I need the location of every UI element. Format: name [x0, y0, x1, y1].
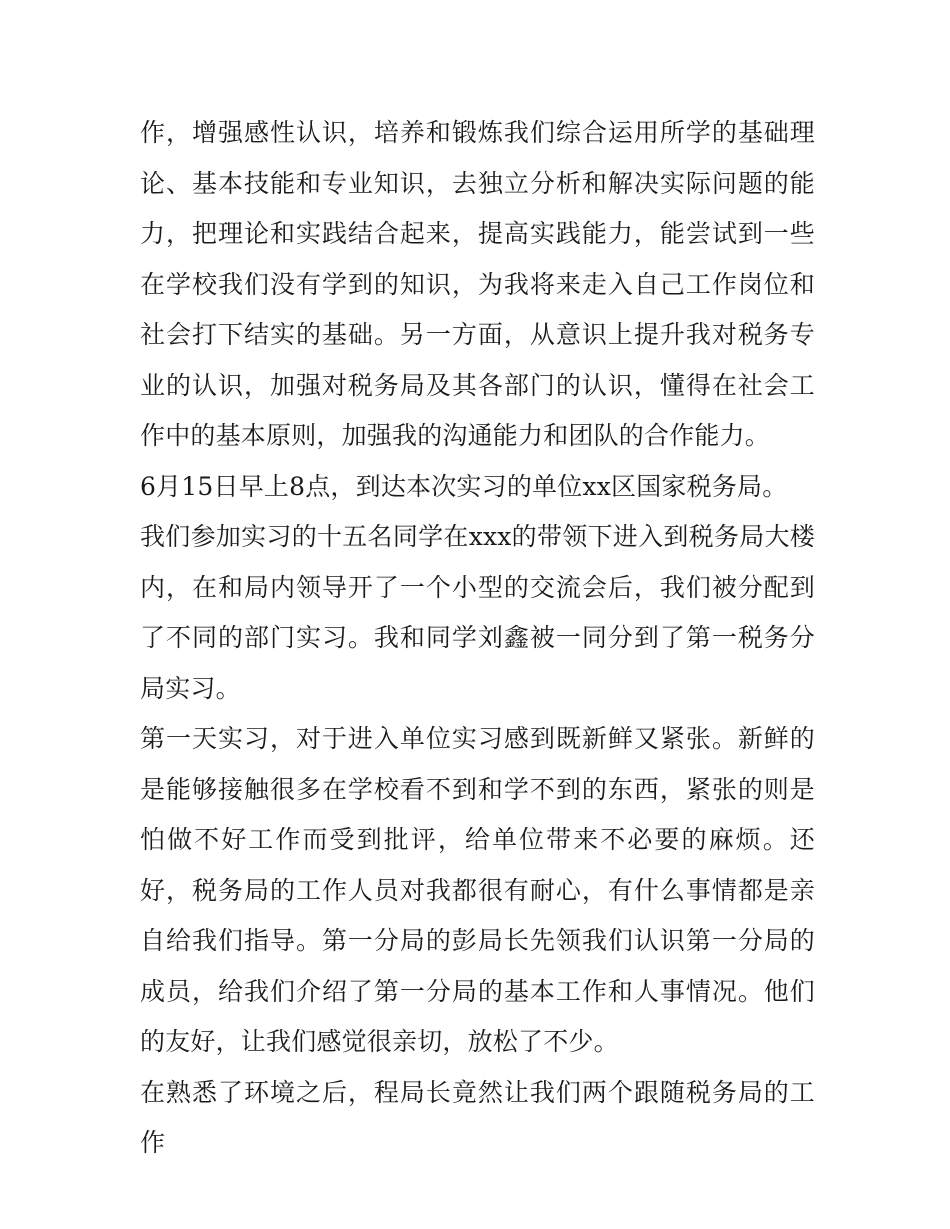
paragraph-first-day: 第一天实习，对于进入单位实习感到既新鲜又紧张。新鲜的是能够接触很多在学校看不到和学不到的东西，紧张的则是怕做不好工作而受到批评，给单位带来不必要的麻烦。还好，税务局的工作人员对我都很有耐心，有什么事情都是亲自给我们指导。第一分局的彭局长先领我们认识第一分局的成员，给我们介绍了第一分局的基本工作和人事情况。他们的友好，让我们感觉很亲切，放松了不少。: [140, 724, 815, 1056]
paragraph-after-familiarization: 在熟悉了环境之后，程局长竟然让我们两个跟随税务局的工作: [140, 1077, 815, 1157]
paragraph-internship-purpose: 作，增强感性认识，培养和锻炼我们综合运用所学的基础理论、基本技能和专业知识，去独立分析和解决实际问题的能力，把理论和实践结合起来，提高实践能力，能尝试到一些在学校我们没有学到的知识，为我将来走入自己工作岗位和社会打下结实的基础。另一方面，从意识上提升我对税务专业的认识，加强对税务局及其各部门的认识，懂得在社会工作中的基本原则，加强我的沟通能力和团队的合作能力。: [140, 118, 815, 450]
paragraph-arrival: 6月15日早上8点，到达本次实习的单位xx区国家税务局。: [140, 471, 788, 501]
paragraph-assignment: 我们参加实习的十五名同学在xxx的带领下进入到税务局大楼内，在和局内领导开了一个小型的交流会后，我们被分配到了不同的部门实习。我和同学刘鑫被一同分到了第一税务分局实习。: [140, 522, 815, 703]
body-text: [140, 108, 815, 1169]
